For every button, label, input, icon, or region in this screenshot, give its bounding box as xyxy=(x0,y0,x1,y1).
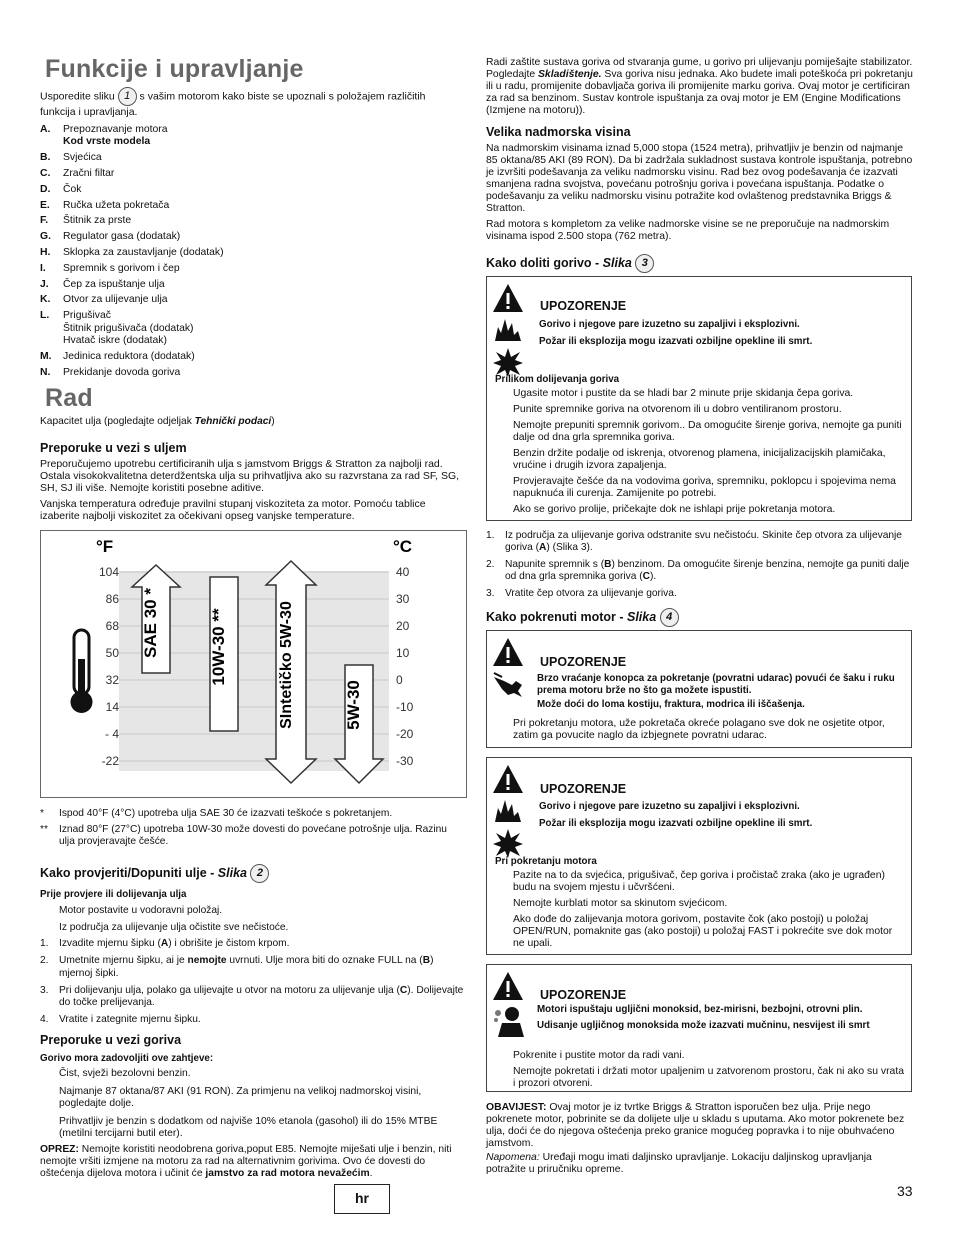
item-sublabel: Hvatač iskre (dodatak) xyxy=(63,335,167,347)
step-text xyxy=(59,1014,201,1026)
step-text xyxy=(505,559,914,583)
page-number: 33 xyxy=(897,1183,913,1199)
item-label: Jedinica reduktora (dodatak) xyxy=(63,350,195,362)
step-item xyxy=(486,588,914,600)
check-oil-heading: Kako provjeriti/Dopuniti ulje - Slika 2 xyxy=(40,864,269,883)
arrow-label: SIntetičko 5W-30 xyxy=(278,601,295,729)
instruction-line: Ako se gorivo prolije, pričekajte dok ne ishlapi prije pokretanja motora. xyxy=(513,504,836,515)
warning-statement-2: Požar ili eksplozija mogu izazvati ozbiljne opekline ili smrt. xyxy=(539,818,813,829)
step-number: 3. xyxy=(486,588,495,599)
arrow-label: SAE 30 * xyxy=(141,588,160,658)
warning-icons xyxy=(492,971,526,1043)
feature-list-item xyxy=(40,247,460,259)
warning-sub-heading: Pri pokretanju motora xyxy=(495,856,597,867)
section-title-operation: Rad xyxy=(45,384,93,412)
fuel-requirements-label: Gorivo mora zadovoljiti ove zahtjeve: xyxy=(40,1053,214,1064)
start-engine-heading: Kako pokrenuti motor - Slika 4 xyxy=(486,608,679,627)
feature-list-item xyxy=(40,367,460,379)
chart-footnotes xyxy=(40,808,465,853)
check-oil-section xyxy=(40,889,465,1032)
item-value xyxy=(63,279,460,291)
item-key: L. xyxy=(40,310,50,322)
feature-list-item xyxy=(40,152,460,164)
item-label: Čok xyxy=(63,183,82,195)
feature-list-item xyxy=(40,263,460,275)
oil-recommendations-heading: Preporuke u vezi s uljem xyxy=(40,441,187,455)
step-number: 2. xyxy=(486,559,495,570)
item-value xyxy=(63,124,460,149)
celsius-tick: 0 xyxy=(396,673,403,687)
item-value xyxy=(63,310,460,347)
item-label: Prepoznavanje motora xyxy=(63,124,168,135)
step-fragment: uvrnuti. Ulje mora biti do oznake FULL na ( xyxy=(226,955,423,967)
instruction-line: Ako dođe do zalijevanja motora gorivom, postavite čok (ako postoji) u položaj OPEN/RUN, pomaknite gas (ako postoji) u položaj FAST i pokrećite sve dok motor ne upali. xyxy=(513,914,893,949)
fahrenheit-tick: 86 xyxy=(105,592,119,606)
feature-list-item xyxy=(40,124,460,149)
item-value xyxy=(63,247,460,259)
toxic-gas-person-icon xyxy=(492,1005,526,1039)
item-value xyxy=(63,367,460,379)
instruction-line: Nemojte kurblati motor sa skinutom svjećicom. xyxy=(513,898,728,909)
item-label: Čep za ispuštanje ulja xyxy=(63,278,165,290)
fuel-caution: OPREZ: Nemojte koristiti neodobrena goriva,poput E85. Nemojte miješati ulje i benzin, niti nemojte vršiti izmjene na motoru za rad na alternativnim gorivima. Ovo će dovesti do oštećenja dijelova motora i učinit će jamstvo za rad motora nevažećim. xyxy=(40,1144,452,1180)
item-key: J. xyxy=(40,278,49,290)
step-fragment: Vratite čep otvora za ulijevanje goriva. xyxy=(505,588,677,599)
item-key: F. xyxy=(40,215,49,227)
oil-paragraph-2: Vanjska temperatura određuje pravilni stupanj viskoziteta za motor. Pomoću tablice izaberite najbolji viskozitet za očekivani opseg vanjske temperature. xyxy=(40,498,426,522)
step-item xyxy=(40,955,465,979)
step-number: 1. xyxy=(486,530,495,541)
celsius-tick: -20 xyxy=(396,727,414,741)
step-fragment: Napunite spremnik s ( xyxy=(505,559,605,570)
step-text xyxy=(505,530,914,554)
step-fragment: A xyxy=(160,938,169,950)
item-label: Svjećica xyxy=(63,152,102,164)
step-text xyxy=(505,588,677,600)
step-number: 3. xyxy=(40,984,49,996)
figure-3-badge: 3 xyxy=(635,254,654,273)
item-label: Ručka užeta pokretača xyxy=(63,199,170,211)
fahrenheit-tick: 104 xyxy=(98,565,119,579)
step-fragment: Umetnite mjernu šipku, ai je xyxy=(59,955,188,967)
arrow-label: 10W-30 ** xyxy=(209,608,228,686)
step-fragment: Iz područja za ulijevanje goriva odstranite svu nečistoću. Skinite čep otvora za ulijevanje goriva ( xyxy=(505,530,902,553)
figure-4-badge: 4 xyxy=(660,608,679,627)
fuel-req-2: Najmanje 87 oktana/87 AKI (91 RON). Za primjenu na velikoj nadmorskoj visini, pogledajte dolje. xyxy=(59,1086,422,1110)
fahrenheit-unit: °F xyxy=(96,537,114,556)
instruction-line: Punite spremnike goriva na otvorenom ili u dobro ventiliranom prostoru. xyxy=(513,404,842,415)
high-altitude-heading: Velika nadmorska visina xyxy=(486,125,631,139)
item-key: H. xyxy=(40,246,51,258)
fuel-section xyxy=(40,1053,468,1183)
language-tag: hr xyxy=(334,1184,390,1214)
step-fragment: C xyxy=(399,984,408,996)
warning-statement-1: Gorivo i njegove pare izuzetno su zapaljivi i eksplozivni. xyxy=(539,319,800,330)
fuel-req-3: Prihvatljiv je benzin s dodatkom od najviše 10% etanola (gasohol) ili do 15% MTBE (metilni tercijarni butil eter). xyxy=(59,1116,438,1140)
step-fragment: ) i obrišite je čistom krpom. xyxy=(168,938,290,950)
stabilizer-paragraph: Radi zaštite sustava goriva od stvaranja gume, u gorivo pri ulijevanju pomiješajte stabilizator. Pogledajte Skladištenje. Sva goriva nisu jednaka. Ako budete imali poteškoća pri pokretanju ili u radu, promijenite dobavljača goriva ili promijenite marku goriva. Ovaj motor je certificiran za rad sa benzinom. Sustav kontrole ispuštanja za ovaj motor je EM (Engine Modifications (Izmjene na motoru)). xyxy=(486,57,913,116)
celsius-tick: -10 xyxy=(396,700,414,714)
warning-statement-1: Gorivo i njegove pare izuzetno su zapaljivi i eksplozivni. xyxy=(539,801,800,812)
step-number: 4. xyxy=(40,1014,49,1026)
fahrenheit-tick: -22 xyxy=(101,754,119,768)
step-fragment: Vratite i zategnite mjernu šipku. xyxy=(59,1014,201,1026)
item-key: N. xyxy=(40,366,51,378)
oil-capacity-note: Kapacitet ulja (pogledajte odjeljak Tehnički podaci) xyxy=(40,416,275,427)
warning-triangle-icon xyxy=(492,764,524,794)
footnote-2: ** Iznad 80°F (27°C) upotreba 10W-30 može dovesti do povećane potrošnje ulja. Razinu ulja provjeravajte češće. xyxy=(40,824,447,848)
step-fragment: ). xyxy=(649,571,657,582)
instruction-line: Pokrenite i pustite motor da radi vani. xyxy=(513,1050,685,1061)
warning-instructions xyxy=(513,870,905,954)
step-fragment: nemojte xyxy=(187,955,227,967)
instruction-line: Benzin držite podalje od iskrenja, otvorenog plamena, inicijalizacijskih plamičaka, vrućine i drugih izvora zapaljenja. xyxy=(513,448,886,471)
10w30-range-bar xyxy=(209,577,238,731)
fire-icon xyxy=(492,798,524,824)
check-step-clean: Iz područja za ulijevanje ulja očistite sve nečistoće. xyxy=(59,921,289,933)
warning-icons xyxy=(492,283,526,381)
warning-instructions xyxy=(513,1050,905,1094)
instruction-line: Pazite na to da svjećica, prigušivač, čep goriva i pročistač zraka (ako je ugrađen) budu na svojem mjestu i učvršćeni. xyxy=(513,870,885,893)
notice-paragraph: OBAVIJEST: Ovaj motor je iz tvrtke Briggs & Stratton isporučen bez ulja. Prije nego pokrenete motor, pobrinite se da dolijete ulje u skladu s uputama. Ako motor pokrenete bez ulja, doći će do njegova oštećenja preko granice mogućeg popravka i to nije obuhvaćeno jamstvom. xyxy=(486,1102,905,1149)
warning-title: UPOZORENJE xyxy=(540,988,627,1002)
step-item xyxy=(486,559,914,583)
check-before-label: Prije provjere ili dolijevanja ulja xyxy=(40,889,187,900)
warning-statement-2: Može doći do loma kostiju, fraktura, modrica ili iščašenja. xyxy=(537,699,805,710)
warning-triangle-icon xyxy=(492,637,524,667)
warning-box-kickback xyxy=(486,630,912,748)
step-fragment: ). Dolijevajte do točke prelijevanja. xyxy=(59,984,464,1009)
item-label: Sklopka za zaustavljanje (dodatak) xyxy=(63,246,224,258)
item-value xyxy=(63,152,460,164)
footnote-1: * Ispod 40°F (4°C) upotreba ulja SAE 30 će izazvati teškoće s pokretanjem. xyxy=(40,808,393,819)
celsius-tick: 20 xyxy=(396,619,410,633)
item-value xyxy=(63,168,460,180)
item-label: Prekidanje dovoda goriva xyxy=(63,366,181,378)
item-key: I. xyxy=(40,262,46,274)
step-fragment: ) mjernoj šipki. xyxy=(59,955,434,979)
figure-2-badge: 2 xyxy=(250,864,269,883)
feature-list-item xyxy=(40,215,460,227)
warning-statement-1: Motori ispuštaju ugljični monoksid, bez-mirisni, bezbojni, otrovni plin. xyxy=(537,1004,863,1015)
feature-list-item xyxy=(40,168,460,180)
item-key: M. xyxy=(40,350,52,362)
high-altitude-p1: Na nadmorskim visinama iznad 5,000 stopa (1524 metra), prihvatljiv je benzin od najmanje 85 oktana/85 AKI (89 RON). Da bi zadržala sukladnost sustava kontrole ispuštanja, potrebno je izvršiti podešavanja za veliku nadmorsku visinu. Rad bez ovog podešavanja će izazvati smanjena radna svojstva, povećanu potrošnju goriva i povećana ispuštanja. Podatke o podešavanju za veliku nadmorsku visinu potražite kod ovlaštenog predstavnika Briggs & Stratton. xyxy=(486,143,913,214)
oil-viscosity-chart xyxy=(40,530,467,798)
step-item xyxy=(40,1014,465,1026)
step-fragment: ) benzinom. Da omogućite širenje benzina, nemojte ga puniti dalje od dna grla spremnika goriva ( xyxy=(505,559,910,582)
celsius-tick: -30 xyxy=(396,754,414,768)
step-text xyxy=(59,938,289,950)
celsius-tick: 10 xyxy=(396,646,410,660)
add-fuel-heading: Kako doliti gorivo - Slika 3 xyxy=(486,254,654,273)
oil-paragraph-1: Preporučujemo upotrebu certificiranih ulja s jamstvom Briggs & Stratton za najbolji rad. Ostala visokokvalitetna deterdžentska ulja su prihvatljiva ako su razvrstana za rad SF, SG, SH, SJ ili više. Nemojte koristiti posebne aditive. xyxy=(40,458,460,494)
item-value xyxy=(63,215,460,227)
intro-paragraph: Usporedite sliku 1 s vašim motorom kako biste se upoznali s položajem različitih funkcija i upravljanja. xyxy=(40,87,460,119)
item-label: Regulator gasa (dodatak) xyxy=(63,231,181,243)
instruction-line: Ugasite motor i pustite da se hladi bar 2 minute prije skidanja čepa goriva. xyxy=(513,388,854,399)
warning-triangle-icon xyxy=(492,971,524,1001)
feature-list-item xyxy=(40,200,460,212)
fuel-recommendations-heading: Preporuke u vezi goriva xyxy=(40,1033,182,1047)
arrow-label: 5W-30 xyxy=(344,680,363,730)
step-fragment: B xyxy=(422,955,431,967)
figure-1-badge: 1 xyxy=(118,87,137,106)
item-value xyxy=(63,294,460,306)
warning-instructions xyxy=(513,388,905,520)
item-key: G. xyxy=(40,231,51,243)
step-fragment: Pri dolijevanju ulja, polako ga ulijevajte u otvor na motoru za ulijevanje ulja ( xyxy=(59,984,400,996)
item-value xyxy=(63,184,460,196)
step-text xyxy=(59,985,465,1009)
warning-icons xyxy=(492,637,526,705)
warning-box-carbon-monoxide xyxy=(486,964,912,1092)
instruction-line: Nemojte prepuniti spremnik gorivom.. Da omogućite širenje goriva, nemojte ga puniti dalje od dna grla spremnika goriva. xyxy=(513,420,902,443)
explosion-icon xyxy=(492,347,524,377)
viscosity-chart-svg xyxy=(41,531,468,799)
instruction-line: Provjeravajte češće da na vodovima goriva, spremniku, poklopcu i spojevima nema napuknuća ili curenja. Zamijenite po potrebi. xyxy=(513,476,896,499)
item-label: Spremnik s gorivom i čep xyxy=(63,262,180,274)
fahrenheit-tick: 14 xyxy=(105,700,119,714)
warning-title: UPOZORENJE xyxy=(540,782,627,796)
fahrenheit-tick: 32 xyxy=(105,673,119,687)
warning-sub-heading: Prilikom dolijevanja goriva xyxy=(495,374,620,385)
item-key: D. xyxy=(40,183,51,195)
celsius-unit: °C xyxy=(393,537,413,556)
warning-statement-2: Udisanje ugljičnog monoksida može izazvati mučninu, nesvijest ili smrt xyxy=(537,1020,870,1031)
warning-title: UPOZORENJE xyxy=(540,299,627,313)
item-label: Prigušivač xyxy=(63,310,111,322)
warning-instruction: Pri pokretanju motora, uže pokretača okreće polagano sve dok ne osjetite otpor, zatim ga povucite naglo da izbjegnete povratni udarac. xyxy=(513,717,885,741)
thermometer-icon xyxy=(71,630,93,713)
step-fragment: C xyxy=(642,571,650,582)
fahrenheit-tick: - 4 xyxy=(104,727,119,741)
note-paragraph: Napomena: Uređaji mogu imati daljinsko upravljanje. Lokaciju daljinskog upravljanja potražite u priručniku opreme. xyxy=(486,1152,872,1175)
step-fragment: B xyxy=(604,559,612,570)
section-title-features: Funkcije i upravljanje xyxy=(45,55,304,83)
explosion-icon xyxy=(492,828,524,858)
item-value xyxy=(63,263,460,275)
fahrenheit-tick: 50 xyxy=(105,646,119,660)
step-text xyxy=(59,955,465,979)
item-label: Štitnik za prste xyxy=(63,215,132,227)
fahrenheit-tick: 68 xyxy=(105,619,119,633)
item-key: B. xyxy=(40,152,51,164)
step-fragment: A xyxy=(538,542,547,553)
item-label: Zračni filtar xyxy=(63,168,115,180)
add-fuel-steps xyxy=(486,530,914,605)
check-steps-list xyxy=(40,938,465,1026)
step-number: 2. xyxy=(40,955,49,967)
item-key: K. xyxy=(40,294,51,306)
feature-list-item xyxy=(40,184,460,196)
item-sublabel: Štitnik prigušivača (dodatak) xyxy=(63,322,194,334)
step-number: 1. xyxy=(40,938,49,950)
item-value xyxy=(63,200,460,212)
item-label: Otvor za ulijevanje ulja xyxy=(63,294,168,306)
feature-list-item xyxy=(40,310,460,347)
warning-triangle-icon xyxy=(492,283,524,313)
warning-icons xyxy=(492,764,526,862)
fire-icon xyxy=(492,317,524,343)
instruction-line: Nemojte pokretati i držati motor upaljenim u zatvorenom prostoru, čak ni ako su vrata i prozori otvoreni. xyxy=(513,1066,904,1089)
warning-statement-1: Brzo vraćanje konopca za pokretanje (povratni udarac) povući će šaku i ruku prema motoru brže no što ga možete ispustiti. xyxy=(537,673,895,696)
item-key: C. xyxy=(40,168,51,180)
feature-list-item xyxy=(40,294,460,306)
warning-statement-2: Požar ili eksplozija mogu izazvati ozbiljne opekline ili smrt. xyxy=(539,336,813,347)
warning-box-fuel-add xyxy=(486,276,912,521)
warning-box-fuel-start xyxy=(486,757,912,955)
step-item xyxy=(40,985,465,1009)
feature-list xyxy=(40,124,460,382)
item-sublabel: Kod vrste modela xyxy=(63,136,151,148)
item-key: E. xyxy=(40,199,50,211)
celsius-tick: 40 xyxy=(396,565,410,579)
feature-list-item xyxy=(40,231,460,243)
feature-list-item xyxy=(40,279,460,291)
celsius-tick: 30 xyxy=(396,592,410,606)
check-step-level: Motor postavite u vodoravni položaj. xyxy=(59,904,223,916)
step-fragment: ) (Slika 3). xyxy=(546,542,593,553)
warning-title: UPOZORENJE xyxy=(540,655,627,669)
high-altitude-p2: Rad motora s kompletom za velike nadmorske visine se ne preporučuje na nadmorskim visinama ispod 2.500 stopa (762 metra). xyxy=(486,219,890,242)
step-item xyxy=(486,530,914,554)
kickback-hand-icon xyxy=(492,671,526,701)
feature-list-item xyxy=(40,351,460,363)
fuel-req-1: Čist, svježi bezolovni benzin. xyxy=(59,1067,191,1079)
item-value xyxy=(63,231,460,243)
step-item xyxy=(40,938,465,950)
item-value xyxy=(63,351,460,363)
step-fragment: Izvadite mjernu šipku ( xyxy=(59,938,161,950)
item-key: A. xyxy=(40,124,51,135)
